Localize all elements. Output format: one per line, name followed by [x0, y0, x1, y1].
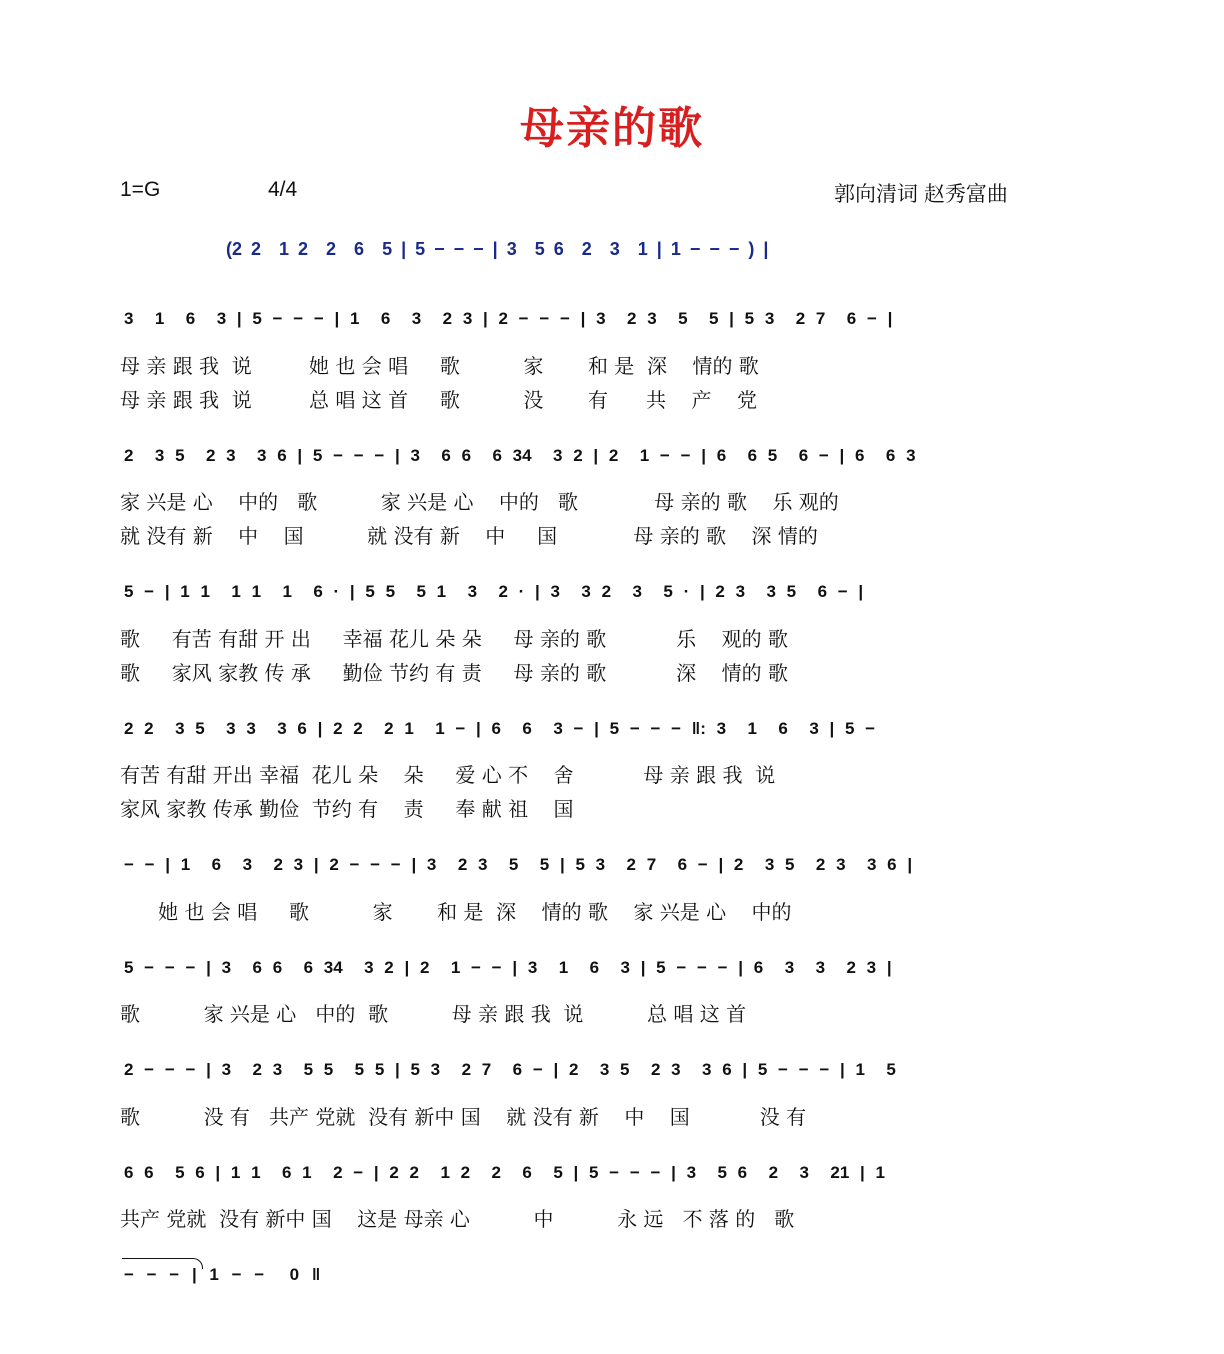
- lyric-row-1: 歌 没 有 共产 党就 没有 新中 国 就 没有 新 中 国 没 有: [120, 1105, 807, 1129]
- notation-row: 5 − − − | 3 6 6 6 34 3 2 | 2 1 − − | 3 1 6 3 | 5 − − − | 6 3 3 2 3 |: [124, 958, 892, 977]
- lyric-row-1: 歌 家 兴是 心 中的 歌 母 亲 跟 我 说 总 唱 这 首: [120, 1002, 747, 1026]
- notation-row: 2 − − − | 3 2 3 5 5 5 5 | 5 3 2 7 6 − | 2 3 5 2 3 3 6 | 5 − − − | 1 5: [124, 1060, 896, 1079]
- notation-row: 3 1 6 3 | 5 − − − | 1 6 3 2 3 | 2 − − − | 3 2 3 5 5 | 5 3 2 7 6 − |: [124, 309, 893, 328]
- lyric-row-1: 有苦 有甜 开出 幸福 花儿 朵 朵 爱 心 不 舍 母 亲 跟 我 说: [120, 763, 776, 787]
- lyric-row-1: 母 亲 跟 我 说 她 也 会 唱 歌 家 和 是 深 情的 歌: [120, 354, 759, 378]
- time-signature: 4/4: [268, 178, 298, 201]
- credits: 郭向清词 赵秀富曲: [834, 183, 1008, 206]
- key-signature: 1=G: [120, 178, 161, 201]
- lyric-row-1: 共产 党就 没有 新中 国 这是 母亲 心 中 永 远 不 落 的 歌: [120, 1207, 795, 1231]
- lyric-row-2: 就 没有 新 中 国 就 没有 新 中 国 母 亲的 歌 深 情的: [120, 524, 818, 548]
- notation-row: − − | 1 6 3 2 3 | 2 − − − | 3 2 3 5 5 | 5 3 2 7 6 − | 2 3 5 2 3 3 6 |: [124, 855, 913, 874]
- notation-row: − − − | 1 − − 0 ‖: [124, 1265, 321, 1284]
- lyric-row-1: 歌 有苦 有甜 开 出 幸福 花儿 朵 朵 母 亲的 歌 乐 观的 歌: [120, 627, 788, 651]
- notation-row: 6 6 5 6 | 1 1 6 1 2 − | 2 2 1 2 2 6 5 | 5 − − − | 3 5 6 2 3 21 | 1: [124, 1163, 885, 1182]
- lyric-row-2: 家风 家教 传承 勤俭 节约 有 责 奉 献 祖 国: [120, 797, 574, 821]
- intro-notation: (2 2 1 2 2 6 5 | 5 − − − | 3 5 6 2 3 1 | 1 − − − ) |: [226, 239, 769, 259]
- notation-row: 5 − | 1 1 1 1 1 6 · | 5 5 5 1 3 2 · | 3 3 2 3 5 · | 2 3 3 5 6 − |: [124, 582, 864, 601]
- song-title: 母亲的歌: [520, 104, 704, 153]
- notation-row: 2 3 5 2 3 3 6 | 5 − − − | 3 6 6 6 34 3 2 | 2 1 − − | 6 6 5 6 − | 6 6 3: [124, 446, 916, 465]
- notation-row: 2 2 3 5 3 3 3 6 | 2 2 2 1 1 − | 6 6 3 − | 5 − − − ‖: 3 1 6 3 | 5 −: [124, 719, 876, 738]
- lyric-row-1: 她 也 会 唱 歌 家 和 是 深 情的 歌 家 兴是 心 中的: [120, 900, 792, 924]
- lyric-row-2: 歌 家风 家教 传 承 勤俭 节约 有 责 母 亲的 歌 深 情的 歌: [120, 661, 788, 685]
- lyric-row-2: 母 亲 跟 我 说 总 唱 这 首 歌 没 有 共 产 党: [120, 388, 757, 412]
- lyric-row-1: 家 兴是 心 中的 歌 家 兴是 心 中的 歌 母 亲的 歌 乐 观的: [120, 490, 839, 514]
